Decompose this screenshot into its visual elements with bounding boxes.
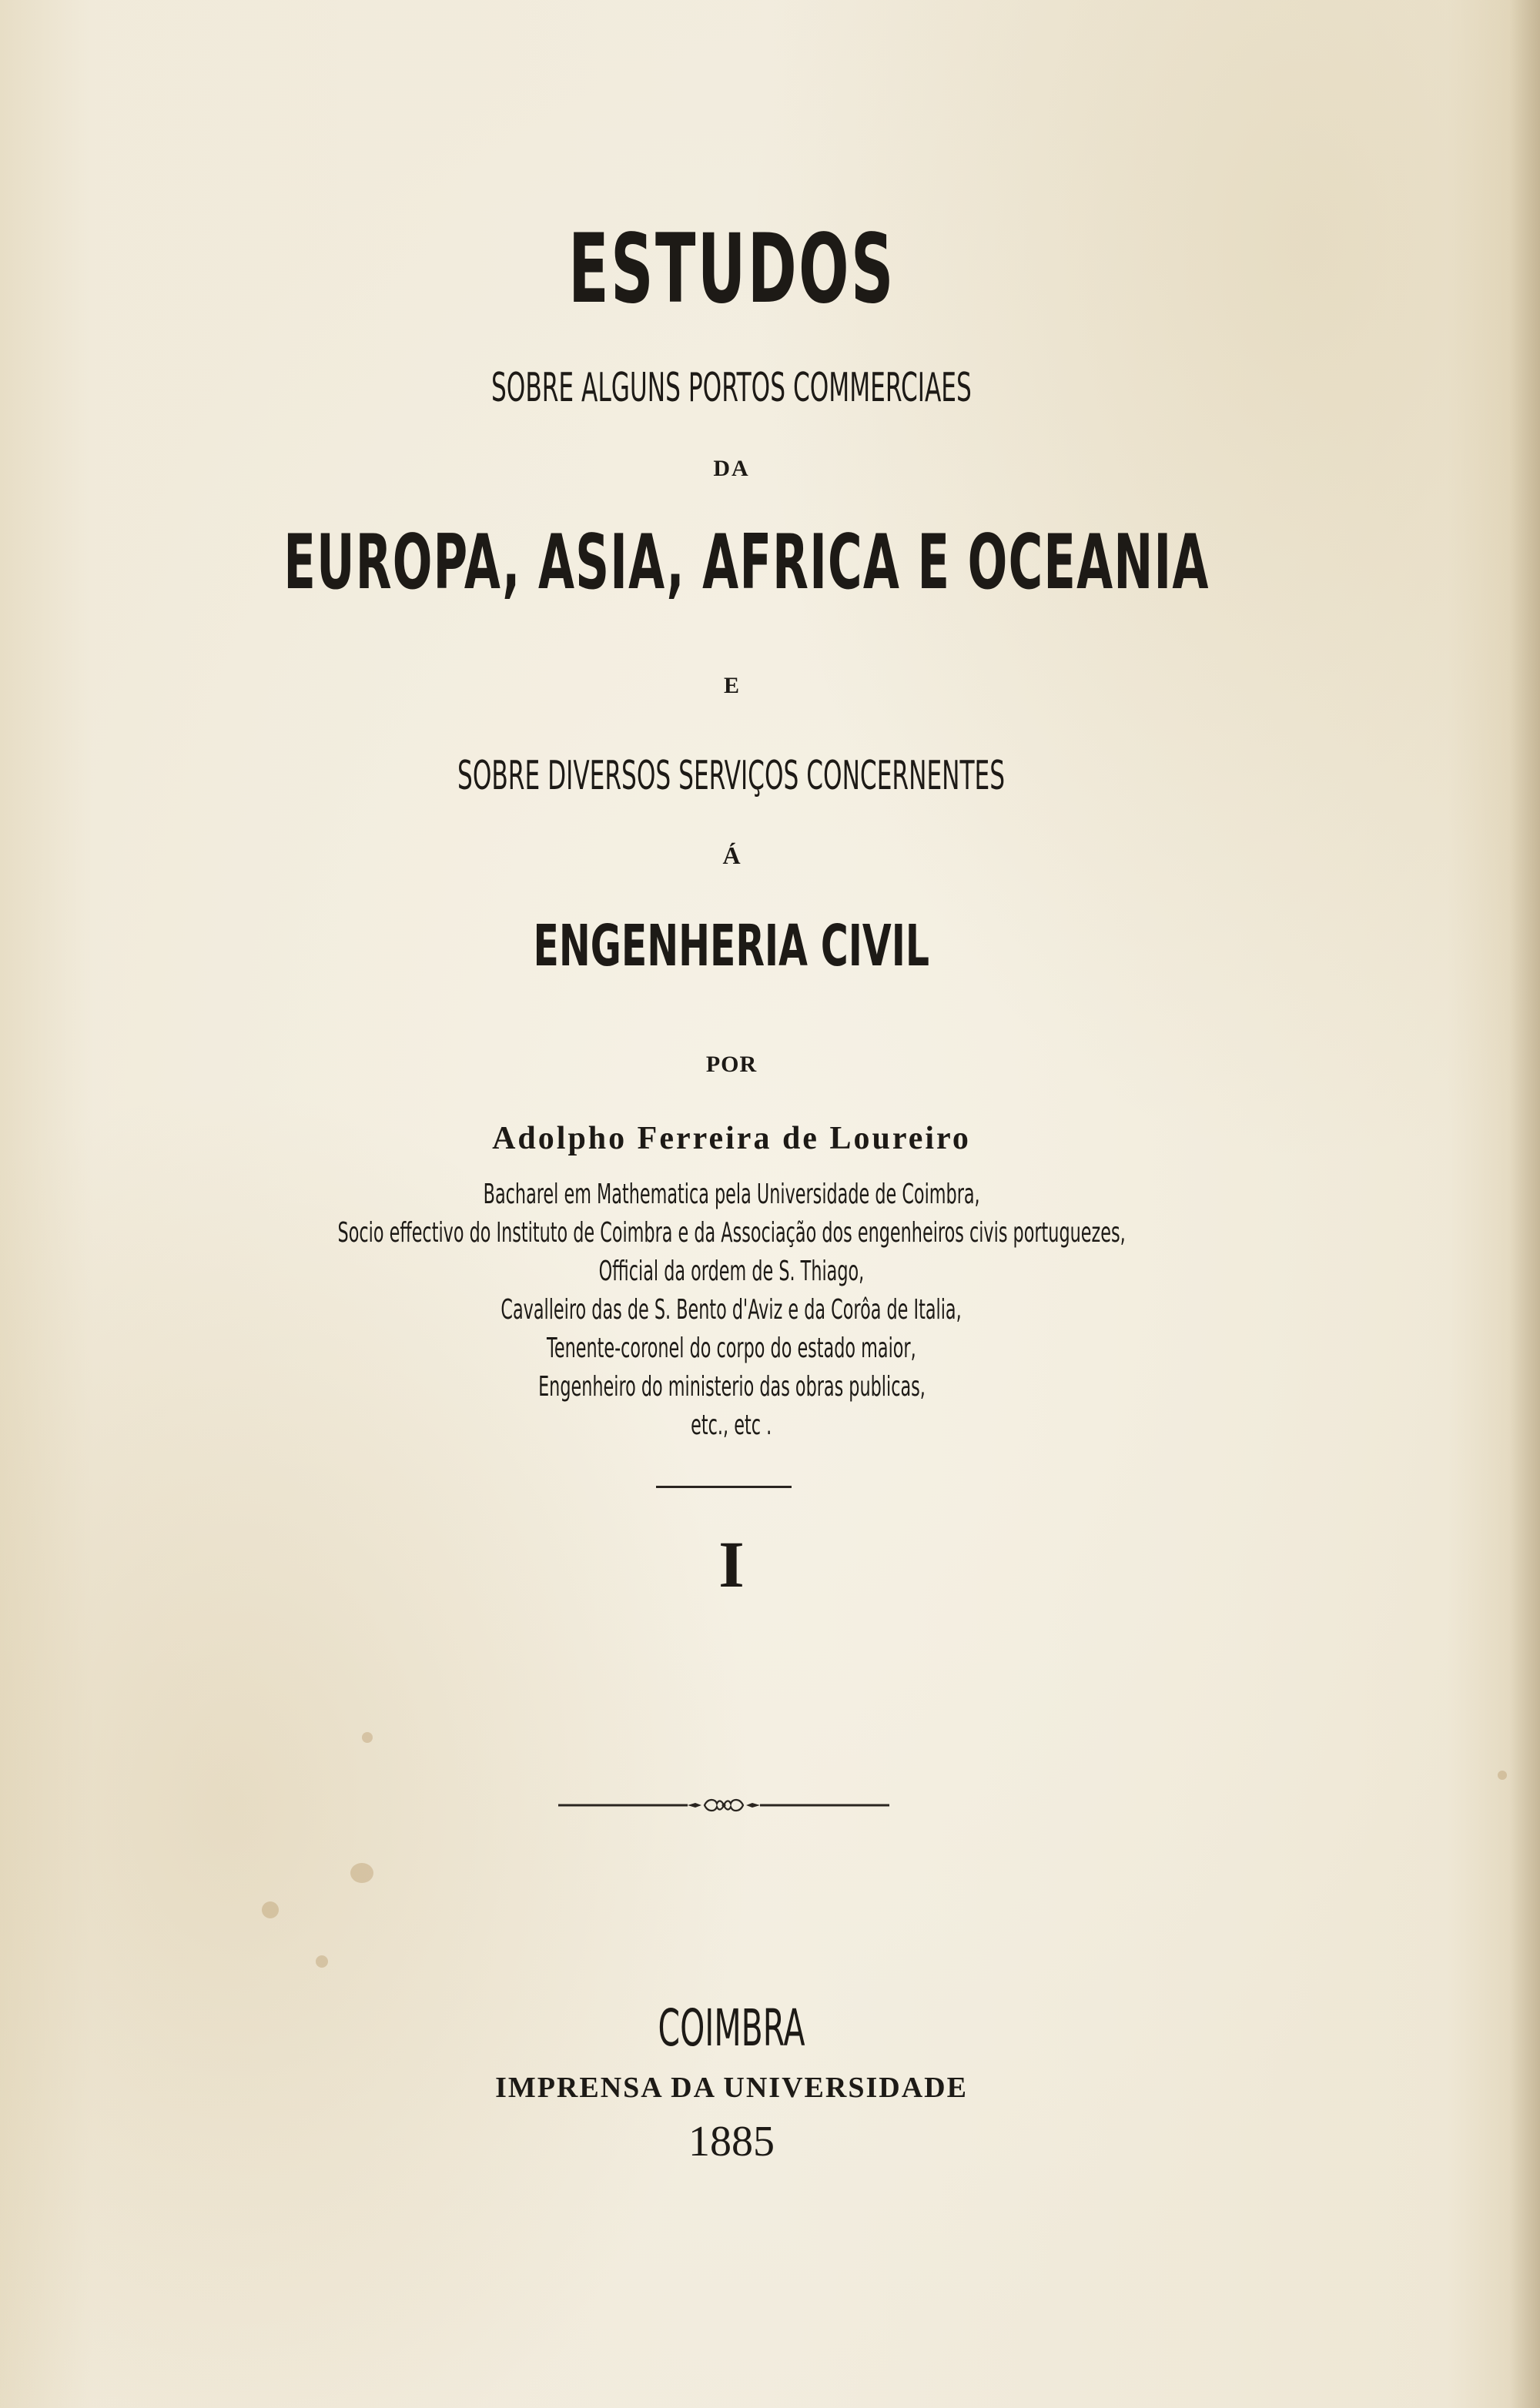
foxing-spot <box>1498 1771 1507 1780</box>
imprint-press-text: IMPRENSA DA UNIVERSIDADE <box>495 2072 968 2104</box>
connector-da <box>0 456 1463 482</box>
author-credential-text: etc., etc . <box>691 1410 772 1441</box>
author-credential <box>0 1293 1463 1326</box>
imprint-press <box>0 2071 1463 2105</box>
author-credential <box>0 1216 1463 1249</box>
continents-heading-text: EUROPA, ASIA, AFRICA E OCEANIA <box>283 519 1210 607</box>
subtitle-line-1-text: SOBRE ALGUNS PORTOS COMMERCIAES <box>491 365 972 411</box>
subtitle-line-1 <box>0 365 1463 411</box>
author-credential <box>0 1178 1463 1210</box>
connector-a <box>0 841 1463 870</box>
by-line-text: POR <box>705 1052 758 1077</box>
connector-a-text: Á <box>722 841 741 869</box>
subtitle-line-2-text: SOBRE DIVERSOS SERVIÇOS CONCERNENTES <box>457 753 1006 799</box>
foxing-spot <box>316 1955 328 1968</box>
author-credential <box>0 1255 1463 1287</box>
subject-heading <box>0 913 1463 979</box>
imprint-year-text: 1885 <box>688 2118 775 2166</box>
connector-e-text: E <box>723 673 739 698</box>
book-title <box>0 214 1463 325</box>
fleuron-rule-ornament-icon <box>558 1794 889 1817</box>
page-edge-shadow <box>1509 0 1540 2408</box>
foxing-spot <box>362 1732 373 1743</box>
foxing-spot <box>350 1863 373 1883</box>
author-credential-text: Socio effectivo do Instituto de Coimbra e da Associação dos engenheiros civis portuguezes, <box>337 1217 1126 1249</box>
short-rule-divider <box>656 1486 792 1488</box>
author-credential-text: Cavalleiro das de S. Bento d'Aviz e da Corôa de Italia, <box>500 1294 962 1326</box>
author-credential-text: Bacharel em Mathematica pela Universidade de Coimbra, <box>483 1179 980 1210</box>
volume-number-text: I <box>718 1527 745 1601</box>
subtitle-line-2 <box>0 753 1463 799</box>
author-name-text: Adolpho Ferreira de Loureiro <box>492 1121 971 1156</box>
connector-e <box>0 673 1463 699</box>
imprint-city <box>0 1998 1463 2058</box>
author-credential <box>0 1409 1463 1441</box>
author-credential-text: Engenheiro do ministerio das obras publicas, <box>537 1371 926 1403</box>
author-credential <box>0 1332 1463 1364</box>
foxing-spot <box>262 1901 279 1918</box>
volume-number <box>0 1526 1463 1603</box>
book-title-text: ESTUDOS <box>567 214 896 325</box>
author-name <box>0 1120 1463 1157</box>
author-credential <box>0 1370 1463 1403</box>
subject-heading-text: ENGENHERIA CIVIL <box>533 913 930 979</box>
continents-heading <box>0 519 1463 607</box>
imprint-year <box>0 2117 1463 2166</box>
author-credential-text: Tenente-coronel do corpo do estado maior, <box>547 1333 916 1364</box>
imprint-city-text: COIMBRA <box>658 1998 805 2058</box>
connector-da-text: DA <box>713 456 750 481</box>
author-credential-text: Official da ordem de S. Thiago, <box>598 1256 865 1287</box>
by-line <box>0 1052 1463 1078</box>
